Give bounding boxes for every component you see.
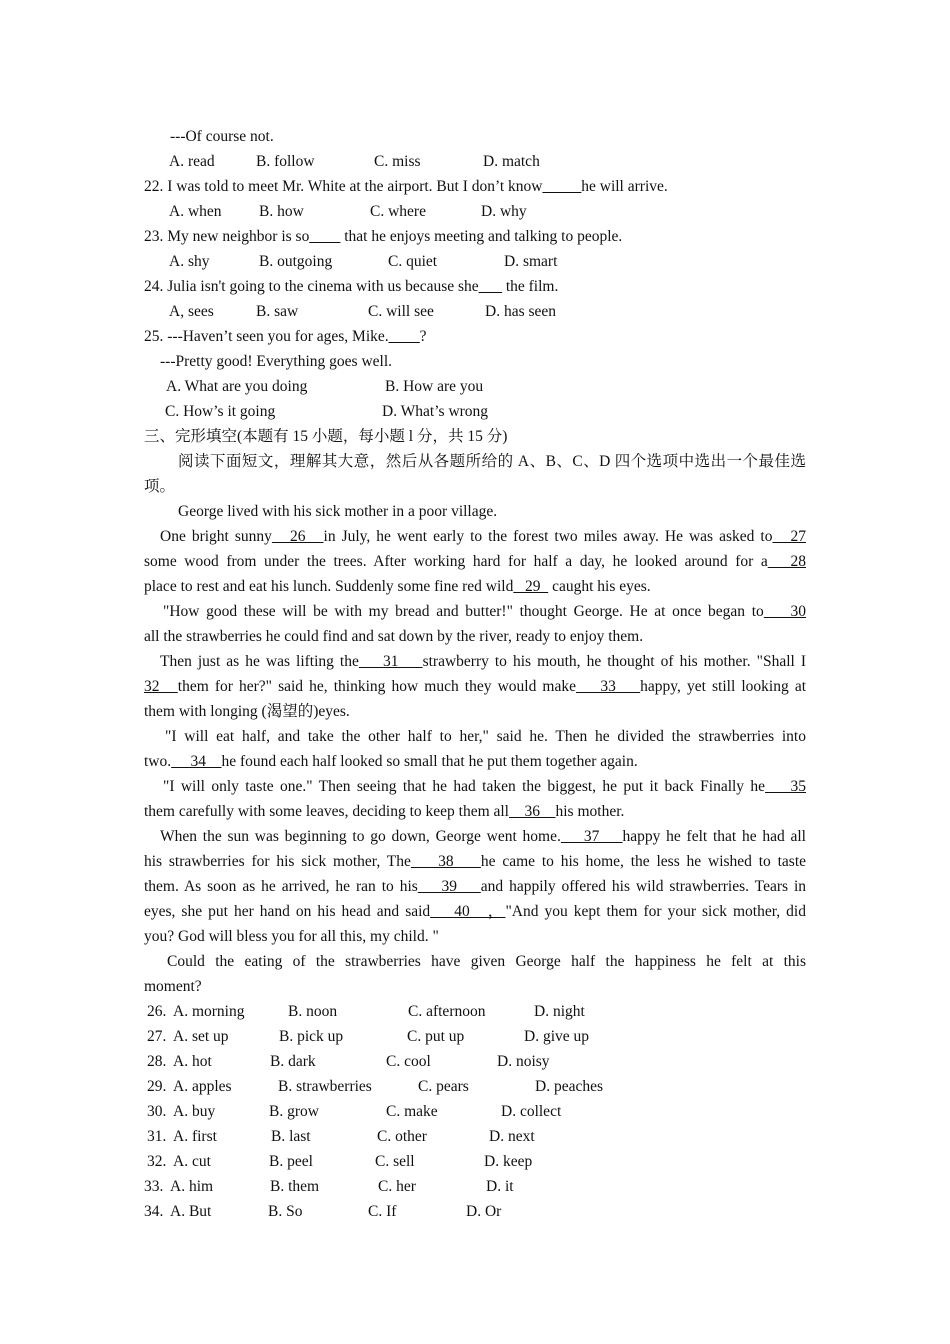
stem-text: that he enjoys meeting and talking to people. <box>340 228 623 245</box>
passage-line <box>144 899 806 924</box>
q23-options <box>0 249 950 274</box>
passage-text: One bright sunny <box>160 528 272 545</box>
blank-27: 27 <box>772 528 806 545</box>
cloze-options-30 <box>0 1099 950 1124</box>
passage-line: George lived with his sick mother in a poor village. <box>178 503 498 520</box>
option: B. outgoing <box>259 253 333 270</box>
option: C. make <box>386 1103 438 1120</box>
option: B. pick up <box>279 1028 344 1045</box>
option: A. morning <box>173 1003 245 1020</box>
q22-options <box>0 199 950 224</box>
question-number: 32. <box>147 1153 167 1170</box>
q25-stem <box>144 324 806 349</box>
cloze-options-26 <box>0 999 950 1024</box>
passage-text: he came to his home, the less he wished to taste <box>480 853 807 870</box>
option: B. grow <box>269 1103 319 1120</box>
cloze-options-32 <box>0 1149 950 1174</box>
option: A. first <box>173 1128 217 1145</box>
option: A. cut <box>173 1153 211 1170</box>
option: A. shy <box>169 253 210 270</box>
passage-text: When the sun was beginning to go down, George went home. <box>160 828 561 845</box>
answer-blank: ____ <box>388 328 420 345</box>
q23-stem <box>144 224 806 249</box>
option: C. other <box>377 1128 427 1145</box>
option: A. hot <box>173 1053 212 1070</box>
option: A. What are you doing <box>166 378 308 395</box>
stem-text: 25. ---Haven’t seen you for ages, Mike. <box>144 328 389 345</box>
option: D. What’s wrong <box>382 403 489 420</box>
passage-line: moment? <box>144 978 202 995</box>
blank-38: 38 <box>410 853 481 870</box>
passage-line: all the strawberries he could find and sat down by the river, ready to enjoy them. <box>144 628 644 645</box>
passage-line: them with longing (渴望的)eyes. <box>144 703 350 720</box>
option: D. noisy <box>497 1053 550 1070</box>
option: C. afternoon <box>408 1003 486 1020</box>
question-number: 34. <box>144 1203 164 1220</box>
blank-26: 26 <box>271 528 324 545</box>
cloze-options-31 <box>0 1124 950 1149</box>
question-number: 28. <box>147 1053 167 1070</box>
passage-line <box>163 774 806 799</box>
option: C. If <box>368 1203 397 1220</box>
question-number: 33. <box>144 1178 164 1195</box>
option: B. how <box>259 203 304 220</box>
passage-line: "I will eat half, and take the other half to her," said he. Then he divided the strawberries into <box>165 728 806 745</box>
blank-30: 30 <box>763 603 806 620</box>
passage-line <box>144 799 806 824</box>
passage-line <box>144 574 806 599</box>
passage-line <box>144 849 806 874</box>
blank-33: 33 <box>575 678 641 695</box>
passage-line: Could the eating of the strawberries have given George half the happiness he felt at this <box>167 953 806 970</box>
option: D. night <box>534 1003 585 1020</box>
cloze-options-28 <box>0 1049 950 1074</box>
q21-options <box>0 149 950 174</box>
question-number: 27. <box>147 1028 167 1045</box>
q24-options <box>0 299 950 324</box>
option: C. cool <box>386 1053 431 1070</box>
passage-text: "And you kept them for your sick mother, did <box>505 903 806 920</box>
q25-options-row2 <box>0 399 950 424</box>
option: C. will see <box>368 303 434 320</box>
option: A. buy <box>173 1103 216 1120</box>
option: C. quiet <box>388 253 438 270</box>
passage-text: his mother. <box>555 803 625 820</box>
cloze-options-27 <box>0 1024 950 1049</box>
option: B. follow <box>256 153 315 170</box>
passage-text: them carefully with some leaves, deciding to keep them all <box>144 803 509 820</box>
blank-36: 36 <box>509 803 556 820</box>
passage-text: "How good these will be with my bread and butter!" thought George. He at once began to <box>163 603 764 620</box>
blank-32: 32 <box>144 678 178 695</box>
option: B. peel <box>269 1153 313 1170</box>
passage-text: happy he felt that he had all <box>622 828 806 845</box>
cloze-options-34 <box>0 1199 950 1224</box>
option: B. last <box>271 1128 311 1145</box>
passage-line: you? God will bless you for all this, my child. " <box>144 928 439 945</box>
option: B. strawberries <box>278 1078 372 1095</box>
passage-text: some wood from under the trees. After working hard for half a day, he looked around for a <box>144 553 768 570</box>
answer-blank: ___ <box>478 278 502 295</box>
option: B. So <box>268 1203 303 1220</box>
option: B. them <box>270 1178 320 1195</box>
passage-text: his strawberries for his sick mother, The <box>144 853 411 870</box>
passage-text: in July, he went early to the forest two miles away. He was asked to <box>323 528 773 545</box>
option: A. set up <box>173 1028 229 1045</box>
option: D. it <box>486 1178 514 1195</box>
q21-reply: ---Of course not. <box>170 128 274 145</box>
blank-31: 31 <box>358 653 423 670</box>
q22-stem <box>144 174 806 199</box>
passage-text: "I will only taste one." Then seeing that he had taken the biggest, he put it back Finally he <box>163 778 766 795</box>
option: D. give up <box>524 1028 590 1045</box>
q25-options-row1 <box>0 374 950 399</box>
passage-line <box>144 874 806 899</box>
stem-text: 24. Julia isn't going to the cinema with us because she <box>144 278 479 295</box>
option: D. smart <box>504 253 558 270</box>
blank-29: 29 <box>513 578 549 595</box>
option: C. How’s it going <box>165 403 276 420</box>
question-number: 30. <box>147 1103 167 1120</box>
stem-text: ? <box>419 328 427 345</box>
passage-text: them for her?" said he, thinking how much they would make <box>177 678 576 695</box>
passage-line <box>160 524 806 549</box>
option: C. put up <box>407 1028 465 1045</box>
option: C. miss <box>374 153 421 170</box>
option: A. apples <box>173 1078 232 1095</box>
passage-line <box>144 674 806 699</box>
option: D. keep <box>484 1153 533 1170</box>
passage-text: place to rest and eat his lunch. Suddenly some fine red wild <box>144 578 514 595</box>
passage-text: and happily offered his wild strawberries. Tears in <box>480 878 807 895</box>
section-heading: 三、完形填空(本题有 15 小题，每小题 l 分，共 15 分) <box>144 428 508 445</box>
question-number: 29. <box>147 1078 167 1095</box>
section-instruction-cont: 项。 <box>144 478 176 495</box>
passage-text: two. <box>144 753 172 770</box>
passage-text: happy, yet still looking at <box>640 678 807 695</box>
blank-28: 28 <box>767 553 807 570</box>
stem-text: the film. <box>501 278 559 295</box>
question-number: 31. <box>147 1128 167 1145</box>
cloze-options-33 <box>0 1174 950 1199</box>
passage-line <box>160 824 806 849</box>
answer-blank: _____ <box>542 178 582 195</box>
blank-40: 40 ， <box>430 903 506 920</box>
q25-reply: ---Pretty good! Everything goes well. <box>160 353 393 370</box>
option: C. where <box>370 203 426 220</box>
passage-line <box>163 599 806 624</box>
option: B. saw <box>256 303 299 320</box>
option: D. Or <box>466 1203 502 1220</box>
cloze-options-29 <box>0 1074 950 1099</box>
passage-text: eyes, she put her hand on his head and said <box>144 903 431 920</box>
option: A. read <box>169 153 215 170</box>
passage-text: he found each half looked so small that he put them together again. <box>221 753 638 770</box>
option: C. pears <box>418 1078 469 1095</box>
option: A. But <box>170 1203 212 1220</box>
stem-text: 23. My new neighbor is so <box>144 228 310 245</box>
passage-text: strawberry to his mouth, he thought of his mother. "Shall I <box>422 653 807 670</box>
option: A. him <box>170 1178 214 1195</box>
passage-text: them. As soon as he arrived, he ran to his <box>144 878 418 895</box>
blank-39: 39 <box>417 878 481 895</box>
stem-text: he will arrive. <box>581 178 668 195</box>
passage-line <box>160 649 806 674</box>
question-number: 26. <box>147 1003 167 1020</box>
option: C. her <box>378 1178 416 1195</box>
option: B. noon <box>288 1003 338 1020</box>
option: D. match <box>483 153 540 170</box>
option: D. why <box>481 203 527 220</box>
stem-text: 22. I was told to meet Mr. White at the airport. But I don’t know <box>144 178 543 195</box>
option: D. collect <box>501 1103 562 1120</box>
passage-line <box>144 549 806 574</box>
option: B. How are you <box>385 378 484 395</box>
option: B. dark <box>270 1053 316 1070</box>
option: D. next <box>489 1128 535 1145</box>
option: D. peaches <box>535 1078 603 1095</box>
q24-stem <box>144 274 806 299</box>
option: A. when <box>169 203 222 220</box>
passage-text: caught his eyes. <box>548 578 651 595</box>
option: D. has seen <box>485 303 557 320</box>
section-instruction: 阅读下面短文，理解其大意，然后从各题所给的 A、B、C、D 四个选项中选出一个最佳选 <box>178 453 806 470</box>
blank-35: 35 <box>765 778 807 795</box>
option: A, sees <box>169 303 214 320</box>
option: C. sell <box>375 1153 415 1170</box>
passage-line <box>144 749 806 774</box>
answer-blank: ____ <box>309 228 341 245</box>
blank-34: 34 <box>171 753 222 770</box>
blank-37: 37 <box>560 828 623 845</box>
passage-text: Then just as he was lifting the <box>160 653 359 670</box>
